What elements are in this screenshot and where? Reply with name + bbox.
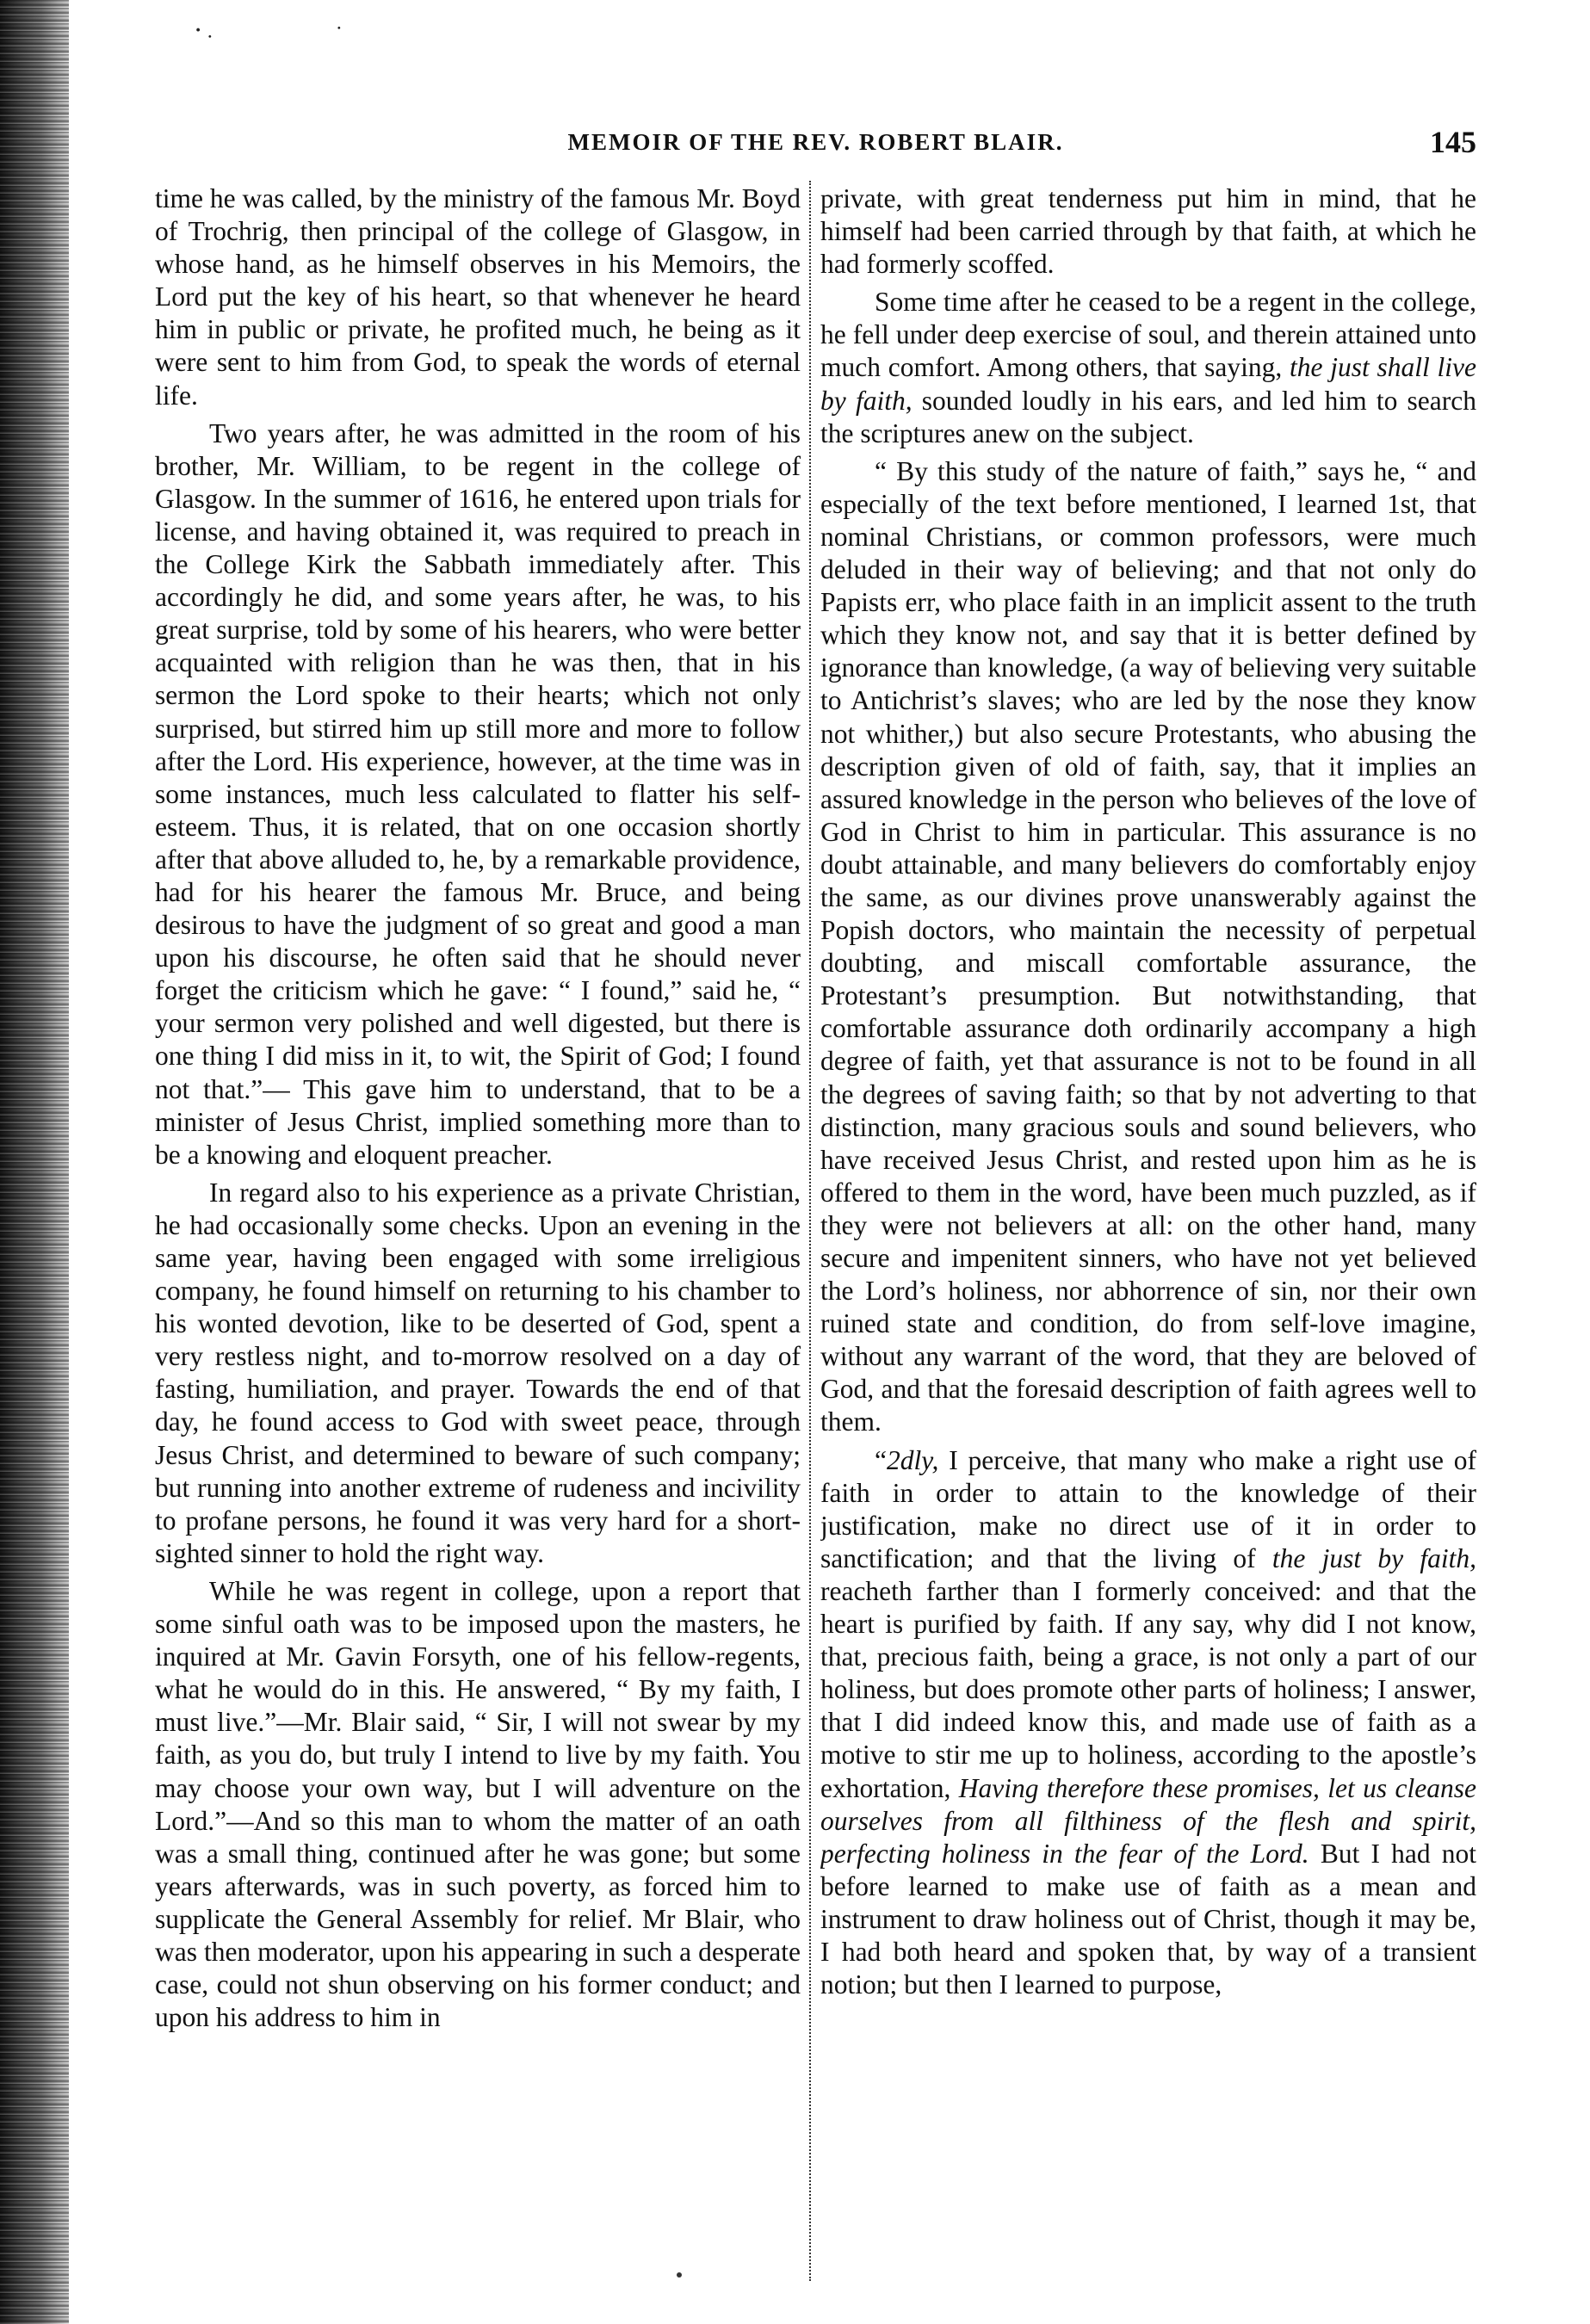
page-header xyxy=(155,121,1476,164)
ink-speck: ⋅ xyxy=(207,26,213,47)
right-column xyxy=(820,182,1476,2300)
text-run: sounded loudly in his ears, and led him to search the scriptures anew on the subject. xyxy=(820,385,1476,448)
italic-text: 2dly, xyxy=(886,1444,939,1475)
text-run: reacheth farther than I formerly conceived: and that the heart is purified by faith. If any say, why did I not know, that, precious faith, being a grace, is not only a part of our holiness, but does promote other parts of holiness; I answer, that I did indeed know this, and made use of faith as a motive to stir me up to holiness, according to the apostle’s exhortation, xyxy=(820,1575,1476,1803)
paragraph: private, with great tenderness put him in mind, that he himself had been carried through by that faith, at which he had formerly scoffed. xyxy=(820,183,1476,280)
paragraph: “ By this study of the nature of faith,” says he, “ and especially of the text before mentioned, I learned 1st, that nominal Christians, or common professors, were much deluded in their way of believing; and that not only do Papists err, who place faith in an implicit assent to the truth which they know not, and say that it is better defined by ignorance than knowledge, (a way of believing very suitable to Antichrist’s slaves; who are led by the nose they know not whither,) but also secure Protestants, who abusing the description given of old of faith, say, that it implies an assured knowledge in the person who believes of the love of God in Christ to him in particular. This assurance is no doubt attainable, and many believers do comfortably enjoy the same, as our divines prove unanswerably against the Popish doctors, who maintain the necessity of perpetual doubting, and miscall comfortable assurance, the Protestant’s presumption. But notwithstanding, that comfortable assurance doth ordinarily accompany a high degree of faith, yet that assurance is not to be found in all the degrees of saving faith; so that by not adverting to that distinction, many gracious souls and sound believers, who have received Jesus Christ, and rested upon him as he is offered to them in the word, have been much puzzled, as if they were not believers at all: on the other hand, many secure and impenitent sinners, who have not yet believed the Lord’s holiness, nor abhorrence of sin, nor their own ruined state and condition, do from self-love imagine, without any warrant of the word, that they are beloved of God, and that the foresaid description of faith agrees well to them. xyxy=(820,455,1476,1437)
book-binding-edge xyxy=(0,0,69,2324)
paragraph: Two years after, he was admitted in the room of his brother, Mr. William, to be regent in the college of Glasgow. In the summer of 1616, he entered upon trials for license, and having obtained it, was required to preach in the College Kirk the Sabbath immediately after. This accordingly he did, and some years after, he was, to his great surprise, told by some of his hearers, who were better acquainted with religion than he was then, that in his sermon the Lord spoke to their hearts; which not only surprised, but stirred him up still more and more to follow after the Lord. His experience, however, at the time was in some instances, much less calculated to flatter his self-esteem. Thus, it is related, that on one occasion shortly after that above alluded to, he, by a remarkable providence, had for his hearer the famous Mr. Bruce, and being desirous to have the judgment of so great and good a man upon his discourse, he often said that he should never forget the criticism which he gave: “ I found,” said he, “ your sermon very polished and well digested, but there is one thing I did miss in it, to wit, the Spirit of God; I found not that.”— This gave him to understand, that to be a minister of Jesus Christ, implied something more than to be a knowing and eloquent preacher. xyxy=(155,417,801,1170)
text-run: I perceive, that many who make a right use of faith in order to attain to the knowledge of their justification, make no direct use of it in order to sanctification; and that the living of xyxy=(820,1444,1476,1573)
text-run: Some time after he ceased to be a regent in the college, he fell under deep exercise of soul, and therein attained unto much comfort. Among others, that saying, xyxy=(820,287,1476,383)
page-number: 145 xyxy=(1430,125,1476,159)
italic-text: Having therefore these promises, let us cleanse ourselves from all filthiness of the flesh and spirit, perfecting holiness in the fear of the Lord. xyxy=(820,1772,1476,1869)
paragraph: time he was called, by the ministry of the famous Mr. Boyd of Trochrig, then principal of the college of Glasgow, in whose hand, as he himself observes in his Memoirs, the Lord put the key of his heart, so that whenever he heard him in public or private, he profited much, he being as it were sent to him from God, to speak the words of eternal life. xyxy=(155,183,801,411)
italic-text: the just by faith, xyxy=(1271,1542,1476,1573)
ink-speck: ⋅ xyxy=(194,16,203,45)
column-divider xyxy=(809,181,811,2281)
paragraph: In regard also to his experience as a private Christian, he had occasionally some checks. Upon an evening in the same year, having been engaged with some irreligious company, he found himself on returning to his chamber to his wonted devotion, like to be deserted of God, spent a very restless night, and to-morrow resolved on a day of fasting, humiliation, and prayer. Towards the end of that day, he found access to God with sweet peace, through Jesus Christ, and determined to beware of such company; but running into another extreme of rudeness and incivility to profane persons, he found it was very hard for a short-sighted sinner to hold the right way. xyxy=(155,1177,801,1568)
text-run: “ xyxy=(875,1444,887,1475)
left-column xyxy=(155,182,801,2300)
running-title: MEMOIR OF THE REV. ROBERT BLAIR. xyxy=(567,128,1064,155)
paragraph xyxy=(820,1444,1476,2002)
paragraph: While he was regent in college, upon a report that some sinful oath was to be imposed upon the masters, he inquired at Mr. Gavin Forsyth, one of his fellow-regents, what he would do in this. He answered, “ By my faith, I must live.”—Mr. Blair said, “ Sir, I will not swear by my faith, as you do, but truly I intend to live by my faith. You may choose your own way, but I will adventure on the Lord.”—And so this man to whom the matter of an oath was a small thing, continued after he was gone; but some years afterwards, was in such poverty, as forced him to supplicate the General Assembly for relief. Mr Blair, who was then moderator, upon his appearing in such a desperate case, could not shun observing on his former conduct; and upon his address to him in xyxy=(155,1575,801,2033)
text-run: But I had not before learned to make use of faith as a mean and instrument to draw holiness out of Christ, though it may be, I had both heard and spoken that, by way of a transient notion; but then I learned to purpose, xyxy=(820,1838,1476,2000)
paragraph xyxy=(820,286,1476,449)
italic-text: the just shall live by faith, xyxy=(820,352,1476,416)
ink-speck xyxy=(677,2272,682,2278)
ink-speck: ⋅ xyxy=(336,17,343,39)
